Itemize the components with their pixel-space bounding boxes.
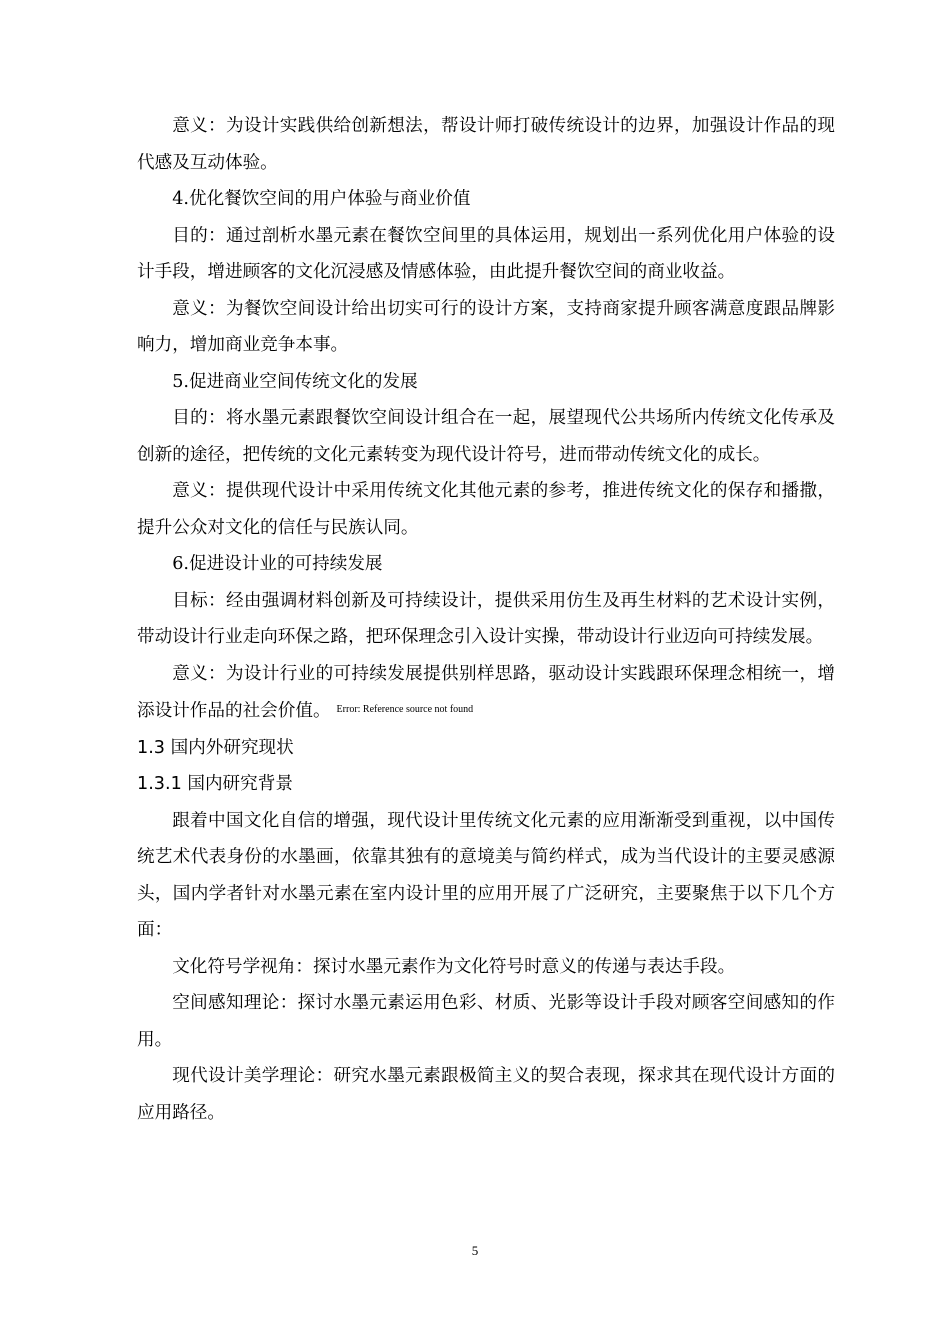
paragraph: 目的：通过剖析水墨元素在餐饮空间里的具体运用，规划出一系列优化用户体验的设计手段，增进顾客的文化沉浸感及情感体验，由此提升餐饮空间的商业收益。: [137, 225, 835, 282]
section-heading: 1.3 国内外研究现状: [137, 737, 294, 758]
paragraph: 意义：提供现代设计中采用传统文化其他元素的参考，推进传统文化的保存和播撒，提升公众对文化的信任与民族认同。: [137, 481, 835, 538]
subsection-heading: 1.3.1 国内研究背景: [137, 774, 293, 794]
paragraph: 目的：将水墨元素跟餐饮空间设计组合在一起，展望现代公共场所内传统文化传承及创新的途径，把传统的文化元素转变为现代设计符号，进而带动传统文化的成长。: [137, 408, 835, 465]
paragraph-text: 意义：为设计行业的可持续发展提供别样思路，驱动设计实践跟环保理念相统一，增添设计作品的社会价值。: [137, 663, 835, 721]
page-number: 5: [471, 1243, 479, 1258]
paragraph: 现代设计美学理论：研究水墨元素跟极简主义的契合表现，探求其在现代设计方面的应用路径。: [137, 1066, 835, 1123]
paragraph: 意义：为餐饮空间设计给出切实可行的设计方案，支持商家提升顾客满意度跟品牌影响力，增加商业竞争本事。: [137, 298, 835, 355]
paragraph: 跟着中国文化自信的增强，现代设计里传统文化元素的应用渐渐受到重视，以中国传统艺术代表身份的水墨画，依靠其独有的意境美与简约样式，成为当代设计的主要灵感源头，国内学者针对水墨元素在室内设计里的应用开展了广泛研究，主要聚焦于以下几个方面：: [137, 810, 835, 940]
list-item-heading: 4.优化餐饮空间的用户体验与商业价值: [172, 189, 471, 209]
body-text: [137, 108, 835, 1131]
list-item-heading: 5.促进商业空间传统文化的发展: [172, 371, 418, 392]
paragraph: 文化符号学视角：探讨水墨元素作为文化符号时意义的传递与表达手段。: [172, 956, 736, 977]
list-item-heading: 6.促进设计业的可持续发展: [172, 554, 383, 574]
paragraph: 目标：经由强调材料创新及可持续设计，提供采用仿生及再生材料的艺术设计实例，带动设计行业走向环保之路，把环保理念引入设计实操，带动设计行业迈向可持续发展。: [137, 590, 835, 647]
paragraph-with-reference: [137, 656, 835, 730]
paragraph: 意义：为设计实践供给创新想法，帮设计师打破传统设计的边界，加强设计作品的现代感及互动体验。: [137, 116, 835, 173]
paragraph: 空间感知理论：探讨水墨元素运用色彩、材质、光影等设计手段对顾客空间感知的作用。: [137, 993, 835, 1050]
reference-error-note: Error: Reference source not found: [336, 704, 474, 715]
